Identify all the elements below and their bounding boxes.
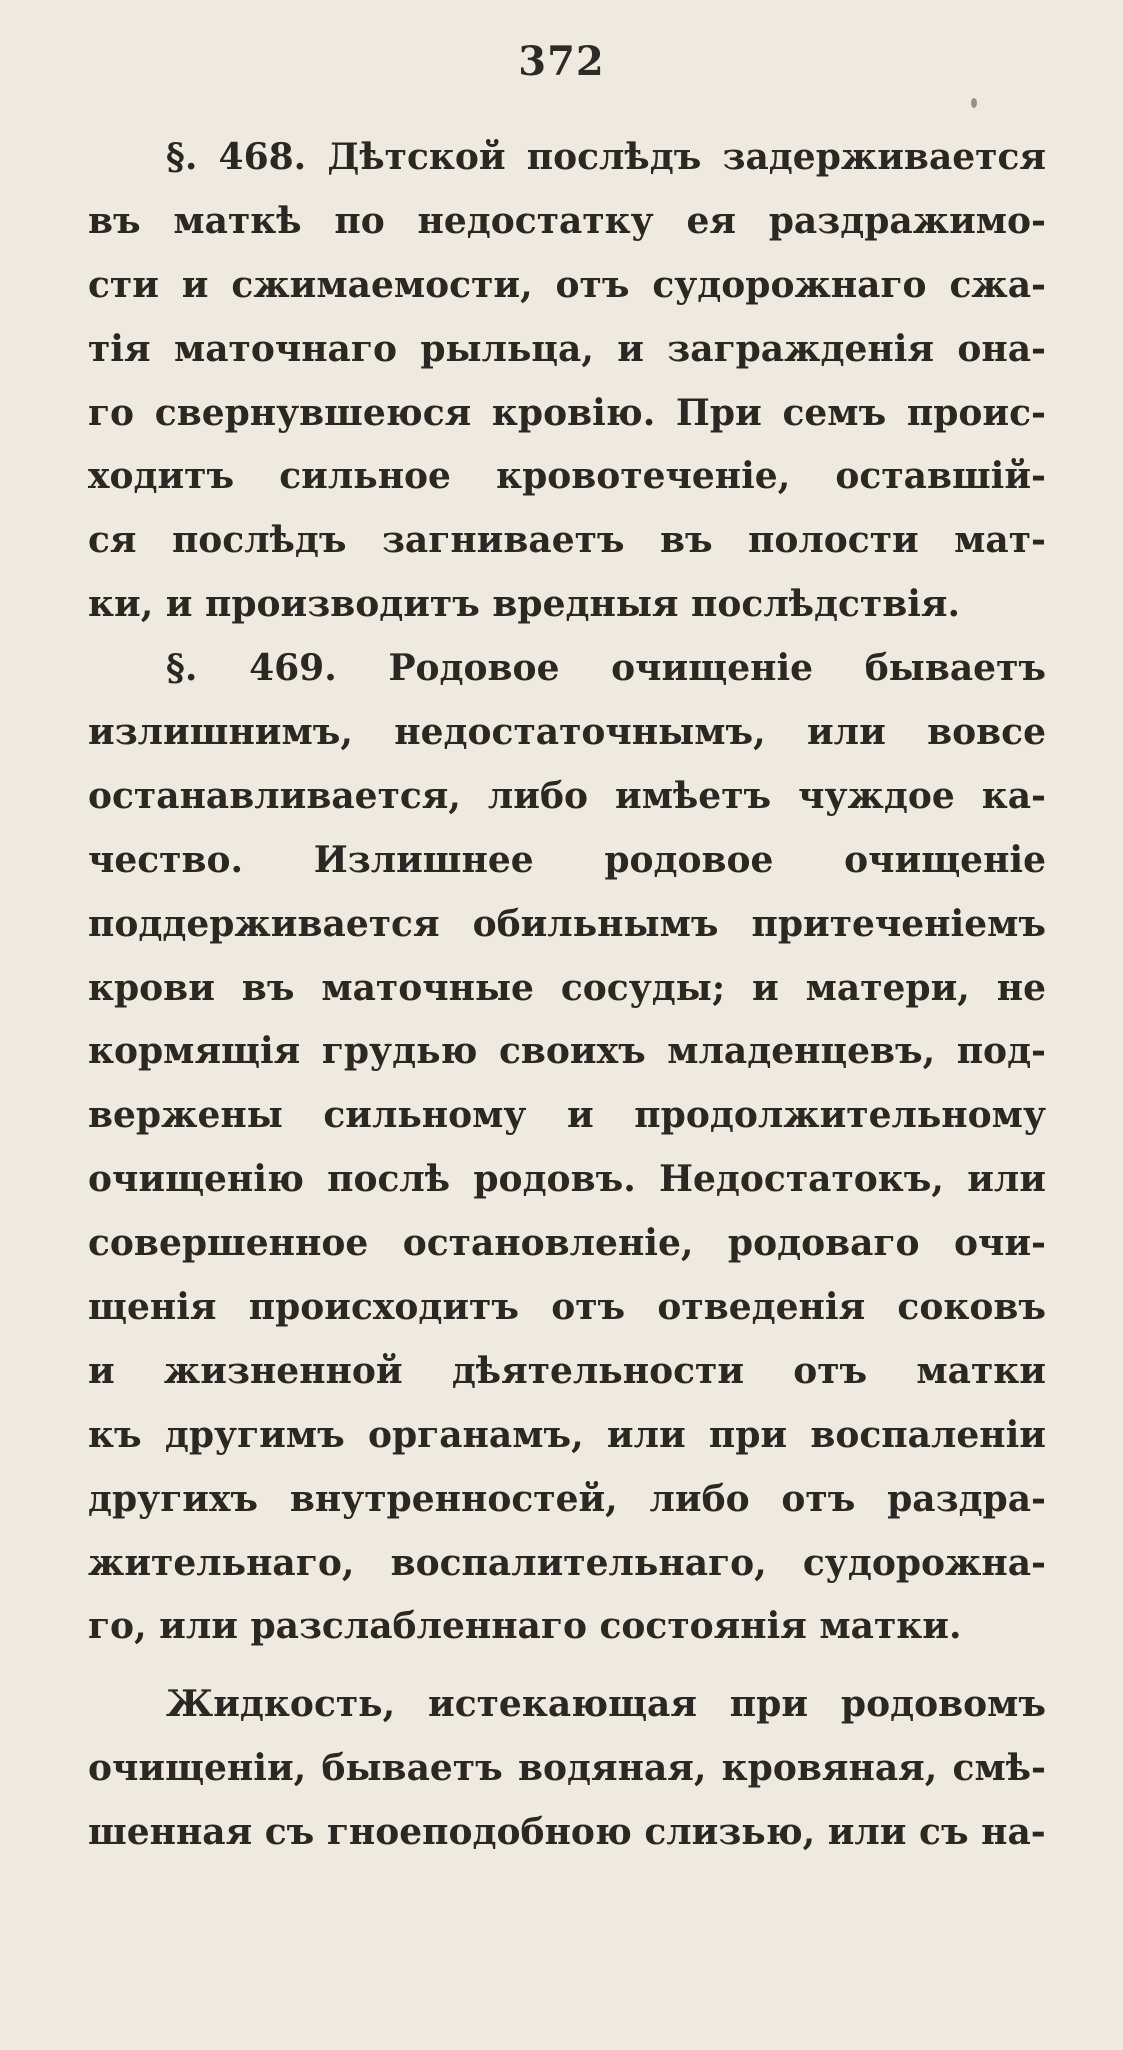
text-line: щенія происходитъ отъ отведенія соковъ [88,1286,1046,1329]
text-line: другихъ внутренностей, либо отъ раздра- [88,1477,1046,1520]
text-line: ки, и производитъ вредныя послѣдствія. [88,583,961,626]
text-line: вержены сильному и продолжительному [88,1094,1046,1137]
text-line: совершенное остановленіе, родоваго очи- [88,1222,1046,1265]
text-line: сти и сжимаемости, отъ судорожнаго сжа- [88,263,1046,306]
text-line: го свернувшеюся кровію. При семъ проис- [88,391,1046,434]
paragraph-fluid [88,1673,1046,1865]
text-line: кормящія грудью своихъ младенцевъ, под- [88,1030,1046,1073]
paragraph-gap [88,1659,1046,1673]
text-line: останавливается, либо имѣетъ чуждое ка- [88,774,1046,817]
text-line: го, или разслабленнаго состоянія матки. [88,1605,962,1648]
paragraph-468 [88,126,1046,637]
page-body [88,126,1046,1865]
text-line: очищеніи, бываетъ водяная, кровяная, смѣ- [88,1747,1046,1790]
text-line: §. 469. Родовое очищеніе бываетъ [166,647,1046,690]
text-line: ся послѣдъ загниваетъ въ полости мат- [88,519,1046,562]
paragraph-469 [88,637,1046,1659]
text-line: излишнимъ, недостаточнымъ, или вовсе [88,711,1046,754]
text-line: чество. Излишнее родовое очищеніе [88,838,1046,881]
text-line: къ другимъ органамъ, или при воспаленіи [88,1413,1046,1456]
text-line: тія маточнаго рыльца, и загражденія она- [88,327,1046,370]
text-line: жительнаго, воспалительнаго, судорожна- [88,1541,1046,1584]
text-line: и жизненной дѣятельности отъ матки [88,1349,1046,1392]
text-line: Жидкость, истекающая при родовомъ [166,1683,1046,1726]
text-line: поддерживается обильнымъ притеченіемъ [88,902,1046,945]
text-line: въ маткѣ по недостатку ея раздражимо- [88,199,1046,242]
ink-spot [971,98,977,108]
text-line: §. 468. Дѣтской послѣдъ задерживается [166,136,1046,178]
text-line: ходитъ сильное кровотеченіе, оставшій- [88,455,1046,498]
text-line: очищенію послѣ родовъ. Недостатокъ, или [88,1158,1046,1201]
page-number: 372 [518,38,605,85]
text-line: крови въ маточные сосуды; и матери, не [88,966,1046,1009]
text-line: шенная съ гноеподобною слизью, или съ на- [88,1811,1046,1854]
